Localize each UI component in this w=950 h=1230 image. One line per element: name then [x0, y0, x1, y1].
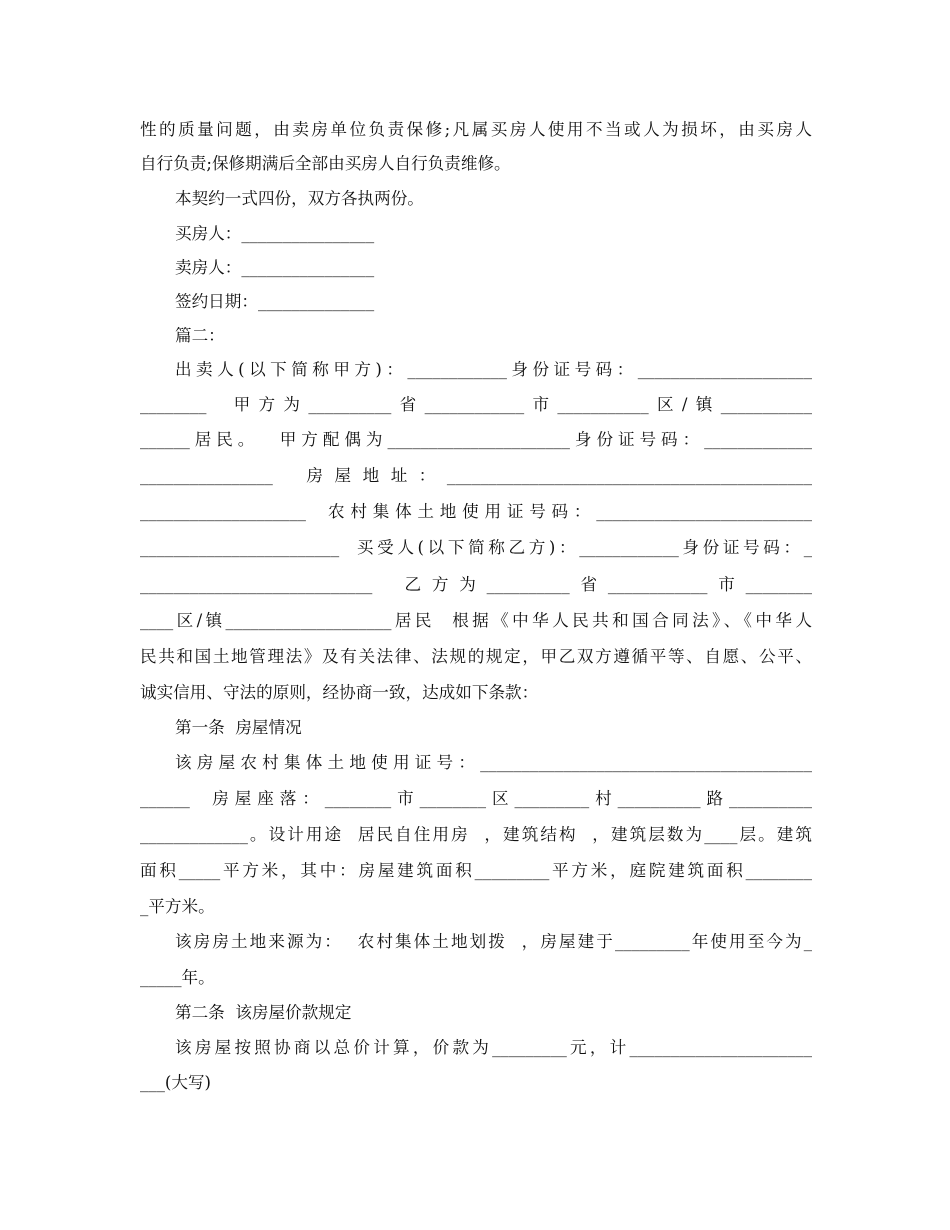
seller-signature-line: 卖房人：________________ [175, 258, 375, 277]
text-line-21: _____________。设计用途 居民自住用房 ，建筑结构 ，建筑层数为____层。建筑 [140, 825, 812, 844]
text-line-10: ______居民。 甲方配偶为______________________身份证号码：_____________ [140, 430, 812, 449]
text-line-12: ____________________ 农村集体土地使用证号码：__________________________ [140, 502, 812, 521]
text-line-28: ___(大写) [140, 1073, 212, 1092]
text-line-2: 自行负责;保修期满后全部由买房人自行负责维修。 [140, 154, 511, 173]
text-line-16: 民共和国土地管理法》及有关法律、法规的规定，甲乙双方遵循平等、自愿、公平、 [140, 647, 812, 666]
text-line-15: ____区/镇____________________居民 根据《中华人民共和国合同法》、《中华人 [140, 611, 812, 630]
text-line-17: 诚实信用、守法的原则，经协商一致，达成如下条款： [140, 683, 539, 702]
text-line-24: 该房房土地来源为： 农村集体土地划拨 ，房屋建于_________年使用至今为_ [175, 932, 812, 951]
article-two-heading: 第二条 该房屋价款规定 [175, 1003, 352, 1022]
article-one-heading: 第一条 房屋情况 [175, 718, 302, 737]
buyer-signature-line: 买房人：________________ [175, 224, 375, 243]
text-line-9: ________ 甲方为__________省____________市___________区/镇___________ [140, 395, 812, 414]
text-line-8: 出卖人(以下简称甲方)：____________身份证号码：_____________________ [175, 360, 812, 379]
section-heading-part-two: 篇二： [175, 326, 225, 345]
text-line-22: 面积_____平方米，其中：房屋建筑面积_________平方米，庭院建筑面积________ [140, 861, 812, 880]
text-line-23: _平方米。 [140, 897, 215, 916]
text-line-19: 该房屋农村集体土地使用证号：________________________________________ [175, 753, 812, 772]
text-line-3: 本契约一式四份，双方各执两份。 [175, 189, 424, 208]
text-line-1: 性的质量问题，由卖房单位负责保修;凡属买房人使用不当或人为损坏，由买房人 [140, 120, 812, 139]
text-line-20: ______ 房屋座落：________市________区_________村__________路__________ [140, 789, 812, 808]
signing-date-line: 签约日期：______________ [175, 292, 375, 311]
text-line-14: ____________________________ 乙方为__________省____________市________ [140, 575, 812, 594]
text-line-27: 该房屋按照协商以总价计算，价款为_________元，计______________________ [175, 1038, 812, 1057]
text-line-13: ________________________ 买受人(以下简称乙方)：____________身份证号码：_ [140, 538, 812, 557]
text-line-11: ________________ 房屋地址：____________________________________________ [140, 466, 812, 485]
text-line-25: _____年。 [140, 968, 215, 987]
